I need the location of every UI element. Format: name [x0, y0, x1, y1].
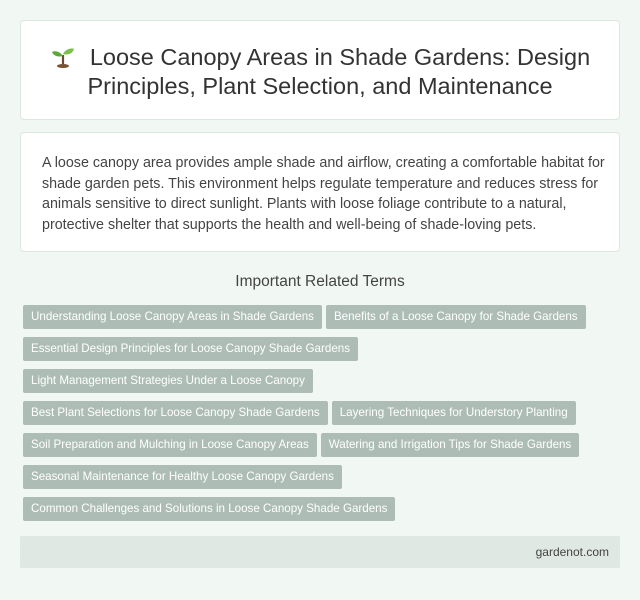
- term-tag[interactable]: Light Management Strategies Under a Loose Canopy: [23, 369, 313, 393]
- term-tag[interactable]: Watering and Irrigation Tips for Shade Gardens: [321, 433, 580, 457]
- page-title-text: Loose Canopy Areas in Shade Gardens: Design Principles, Plant Selection, and Maintenance: [87, 44, 591, 99]
- term-tag[interactable]: Common Challenges and Solutions in Loose Canopy Shade Gardens: [23, 497, 395, 521]
- term-tag[interactable]: Layering Techniques for Understory Planting: [332, 401, 576, 425]
- related-terms-list: [23, 305, 623, 529]
- sprout-icon: [50, 46, 76, 68]
- term-tag[interactable]: Soil Preparation and Mulching in Loose Canopy Areas: [23, 433, 317, 457]
- description-text: A loose canopy area provides ample shade and airflow, creating a comfortable habitat for shade garden pets. This environment helps regulate temperature and reduces stress for animals sensitive to direct sunlight. Plants with loose foliage contribute to a natural, protective shelter that supports the health and well-being of shade-loving pets.: [42, 155, 605, 233]
- footer: [20, 536, 620, 568]
- related-terms-heading: Important Related Terms: [235, 273, 405, 290]
- term-tag[interactable]: Seasonal Maintenance for Healthy Loose Canopy Gardens: [23, 465, 342, 489]
- term-tag[interactable]: Essential Design Principles for Loose Canopy Shade Gardens: [23, 337, 358, 361]
- term-tag[interactable]: Understanding Loose Canopy Areas in Shade Gardens: [23, 305, 322, 329]
- term-tag[interactable]: Benefits of a Loose Canopy for Shade Gardens: [326, 305, 586, 329]
- description-card: [20, 132, 620, 252]
- title-card: [20, 20, 620, 120]
- page-title: [21, 43, 619, 101]
- footer-site-link[interactable]: gardenot.com: [535, 545, 609, 559]
- term-tag[interactable]: Best Plant Selections for Loose Canopy Shade Gardens: [23, 401, 328, 425]
